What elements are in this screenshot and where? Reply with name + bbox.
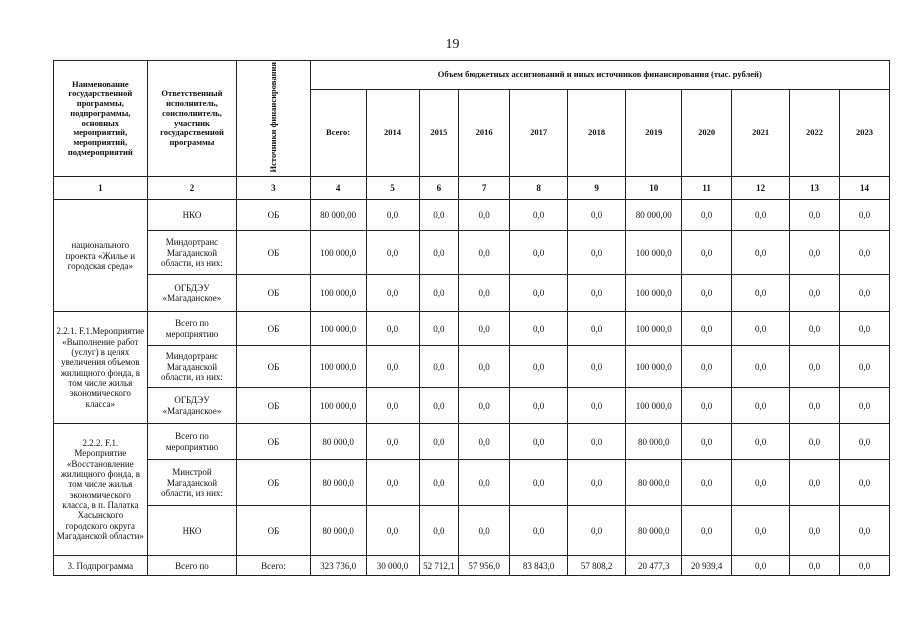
- value-cell: 0,0: [790, 231, 840, 275]
- header-budget-group: Объем бюджетных ассигнований и иных источников финансирования (тыс. рублей): [310, 61, 889, 90]
- value-cell: 0,0: [840, 460, 890, 506]
- column-number-5: 5: [366, 177, 419, 200]
- value-cell: 0,0: [682, 388, 732, 424]
- value-cell: 100 000,0: [626, 346, 682, 388]
- funding-source-cell: ОБ: [237, 200, 310, 231]
- executor-cell: Миндортранс Магаданской области, из них:: [147, 346, 237, 388]
- column-number-13: 13: [790, 177, 840, 200]
- value-cell: 0,0: [732, 424, 790, 460]
- value-cell: 100 000,0: [310, 275, 366, 312]
- executor-cell: Миндортранс Магаданской области, из них:: [147, 231, 237, 275]
- value-cell: 80 000,00: [310, 200, 366, 231]
- header-year-2: 2015: [419, 90, 459, 177]
- funding-source-cell: ОБ: [237, 275, 310, 312]
- program-name-cell: 3. Подпрограмма: [54, 556, 148, 576]
- value-cell: 0,0: [840, 424, 890, 460]
- table-row: [54, 231, 890, 275]
- value-cell: 0,0: [790, 506, 840, 556]
- value-cell: 0,0: [459, 424, 510, 460]
- value-cell: 0,0: [366, 275, 419, 312]
- budget-table: [53, 60, 890, 576]
- value-cell: 57 956,0: [459, 556, 510, 576]
- value-cell: 0,0: [510, 388, 568, 424]
- value-cell: 0,0: [366, 200, 419, 231]
- column-number-4: 4: [310, 177, 366, 200]
- value-cell: 0,0: [790, 424, 840, 460]
- value-cell: 0,0: [790, 275, 840, 312]
- value-cell: 0,0: [682, 231, 732, 275]
- header-year-4: 2017: [510, 90, 568, 177]
- value-cell: 0,0: [840, 388, 890, 424]
- value-cell: 0,0: [510, 460, 568, 506]
- value-cell: 0,0: [568, 460, 626, 506]
- value-cell: 100 000,0: [626, 231, 682, 275]
- table-row: [54, 460, 890, 506]
- table-row: [54, 388, 890, 424]
- value-cell: 0,0: [840, 556, 890, 576]
- value-cell: 0,0: [419, 388, 459, 424]
- value-cell: 0,0: [682, 506, 732, 556]
- value-cell: 0,0: [459, 346, 510, 388]
- value-cell: 100 000,0: [310, 346, 366, 388]
- value-cell: 0,0: [568, 506, 626, 556]
- value-cell: 0,0: [840, 312, 890, 346]
- value-cell: 0,0: [366, 424, 419, 460]
- value-cell: 0,0: [459, 200, 510, 231]
- value-cell: 0,0: [732, 275, 790, 312]
- executor-cell: Всего по мероприятию: [147, 424, 237, 460]
- value-cell: 0,0: [840, 506, 890, 556]
- value-cell: 0,0: [840, 275, 890, 312]
- header-year-7: 2020: [682, 90, 732, 177]
- executor-cell: ОГБДЭУ «Магаданское»: [147, 388, 237, 424]
- table-row: [54, 346, 890, 388]
- header-executor: Ответственный исполнитель, соисполнитель, участник государственной программы: [147, 61, 237, 177]
- value-cell: 0,0: [366, 388, 419, 424]
- column-number-2: 2: [147, 177, 237, 200]
- header-year-9: 2022: [790, 90, 840, 177]
- value-cell: 0,0: [732, 506, 790, 556]
- value-cell: 0,0: [568, 231, 626, 275]
- value-cell: 0,0: [732, 200, 790, 231]
- value-cell: 0,0: [459, 275, 510, 312]
- table-row: [54, 200, 890, 231]
- value-cell: 52 712,1: [419, 556, 459, 576]
- value-cell: 100 000,0: [310, 388, 366, 424]
- header-year-10: 2023: [840, 90, 890, 177]
- header-year-6: 2019: [626, 90, 682, 177]
- column-number-6: 6: [419, 177, 459, 200]
- header-year-3: 2016: [459, 90, 510, 177]
- value-cell: 0,0: [732, 231, 790, 275]
- value-cell: 0,0: [419, 275, 459, 312]
- value-cell: 0,0: [419, 231, 459, 275]
- executor-cell: Всего по мероприятию: [147, 312, 237, 346]
- value-cell: 0,0: [419, 424, 459, 460]
- column-number-7: 7: [459, 177, 510, 200]
- table-row: [54, 312, 890, 346]
- column-number-9: 9: [568, 177, 626, 200]
- column-number-3: 3: [237, 177, 310, 200]
- value-cell: 0,0: [732, 312, 790, 346]
- table-row: [54, 506, 890, 556]
- value-cell: 0,0: [366, 231, 419, 275]
- value-cell: 0,0: [510, 200, 568, 231]
- value-cell: 57 808,2: [568, 556, 626, 576]
- value-cell: 0,0: [568, 312, 626, 346]
- value-cell: 20 939,4: [682, 556, 732, 576]
- value-cell: 0,0: [510, 506, 568, 556]
- value-cell: 80 000,0: [310, 460, 366, 506]
- funding-source-cell: ОБ: [237, 424, 310, 460]
- funding-source-cell: Всего:: [237, 556, 310, 576]
- table-row: [54, 556, 890, 576]
- program-name-cell: национального проекта «Жилье и городская среда»: [54, 200, 148, 312]
- value-cell: 0,0: [419, 506, 459, 556]
- executor-cell: ОГБДЭУ «Магаданское»: [147, 275, 237, 312]
- header-funding-source-label: Источники финансирования: [267, 62, 278, 173]
- value-cell: 0,0: [459, 312, 510, 346]
- value-cell: 100 000,0: [310, 312, 366, 346]
- value-cell: 80 000,0: [626, 424, 682, 460]
- executor-cell: НКО: [147, 200, 237, 231]
- table-row: [54, 424, 890, 460]
- value-cell: 80 000,0: [626, 460, 682, 506]
- header-year-0: Всего:: [310, 90, 366, 177]
- value-cell: 0,0: [366, 346, 419, 388]
- executor-cell: Минстрой Магаданской области, из них:: [147, 460, 237, 506]
- value-cell: 83 843,0: [510, 556, 568, 576]
- value-cell: 0,0: [682, 424, 732, 460]
- column-number-1: 1: [54, 177, 148, 200]
- value-cell: 0,0: [366, 460, 419, 506]
- value-cell: 0,0: [840, 231, 890, 275]
- executor-cell: НКО: [147, 506, 237, 556]
- value-cell: 0,0: [732, 556, 790, 576]
- table-row: [54, 275, 890, 312]
- header-year-5: 2018: [568, 90, 626, 177]
- value-cell: 0,0: [459, 460, 510, 506]
- value-cell: 0,0: [568, 424, 626, 460]
- value-cell: 20 477,3: [626, 556, 682, 576]
- header-program-name: Наименование государственной программы, подпрограммы, основных мероприятий, мероприятий, подмероприятий: [54, 61, 148, 177]
- executor-cell: Всего по: [147, 556, 237, 576]
- funding-source-cell: ОБ: [237, 460, 310, 506]
- value-cell: 100 000,0: [626, 312, 682, 346]
- value-cell: 0,0: [840, 200, 890, 231]
- value-cell: 0,0: [790, 312, 840, 346]
- header-year-8: 2021: [732, 90, 790, 177]
- value-cell: 0,0: [419, 200, 459, 231]
- column-number-8: 8: [510, 177, 568, 200]
- value-cell: 0,0: [790, 346, 840, 388]
- value-cell: 0,0: [459, 506, 510, 556]
- column-number-10: 10: [626, 177, 682, 200]
- value-cell: 0,0: [732, 388, 790, 424]
- value-cell: 0,0: [510, 231, 568, 275]
- value-cell: 30 000,0: [366, 556, 419, 576]
- value-cell: 0,0: [419, 460, 459, 506]
- value-cell: 0,0: [419, 312, 459, 346]
- value-cell: 0,0: [682, 200, 732, 231]
- value-cell: 0,0: [732, 460, 790, 506]
- value-cell: 0,0: [682, 312, 732, 346]
- value-cell: 100 000,0: [626, 275, 682, 312]
- header-funding-source: [237, 61, 310, 177]
- value-cell: 0,0: [682, 275, 732, 312]
- program-name-cell: 2.2.1. F.1.Мероприятие «Выполнение работ (услуг) в целях увеличения объемов жилищного фонда, в том числе жилья экономического класса»: [54, 312, 148, 424]
- value-cell: 80 000,0: [310, 424, 366, 460]
- value-cell: 80 000,00: [626, 200, 682, 231]
- header-year-1: 2014: [366, 90, 419, 177]
- value-cell: 323 736,0: [310, 556, 366, 576]
- value-cell: 0,0: [366, 312, 419, 346]
- value-cell: 0,0: [510, 312, 568, 346]
- value-cell: 0,0: [568, 346, 626, 388]
- funding-source-cell: ОБ: [237, 388, 310, 424]
- value-cell: 0,0: [510, 424, 568, 460]
- value-cell: 0,0: [510, 275, 568, 312]
- value-cell: 0,0: [568, 200, 626, 231]
- funding-source-cell: ОБ: [237, 231, 310, 275]
- funding-source-cell: ОБ: [237, 346, 310, 388]
- value-cell: 0,0: [732, 346, 790, 388]
- value-cell: 0,0: [682, 346, 732, 388]
- program-name-cell: 2.2.2. F.1. Мероприятие «Восстановление жилищного фонда, в том числе жилья экономического класса, в п. Палатка Хасынского городского округа Магаданской области»: [54, 424, 148, 556]
- funding-source-cell: ОБ: [237, 312, 310, 346]
- column-number-11: 11: [682, 177, 732, 200]
- value-cell: 100 000,0: [310, 231, 366, 275]
- value-cell: 0,0: [790, 460, 840, 506]
- value-cell: 0,0: [366, 506, 419, 556]
- column-number-14: 14: [840, 177, 890, 200]
- value-cell: 0,0: [459, 388, 510, 424]
- value-cell: 0,0: [568, 275, 626, 312]
- value-cell: 0,0: [840, 346, 890, 388]
- value-cell: 0,0: [790, 388, 840, 424]
- value-cell: 100 000,0: [626, 388, 682, 424]
- page-number: 19: [445, 37, 460, 52]
- value-cell: 80 000,0: [310, 506, 366, 556]
- value-cell: 0,0: [790, 556, 840, 576]
- value-cell: 0,0: [568, 388, 626, 424]
- value-cell: 0,0: [510, 346, 568, 388]
- value-cell: 0,0: [459, 231, 510, 275]
- value-cell: 0,0: [790, 200, 840, 231]
- value-cell: 80 000,0: [626, 506, 682, 556]
- funding-source-cell: ОБ: [237, 506, 310, 556]
- column-number-12: 12: [732, 177, 790, 200]
- value-cell: 0,0: [419, 346, 459, 388]
- value-cell: 0,0: [682, 460, 732, 506]
